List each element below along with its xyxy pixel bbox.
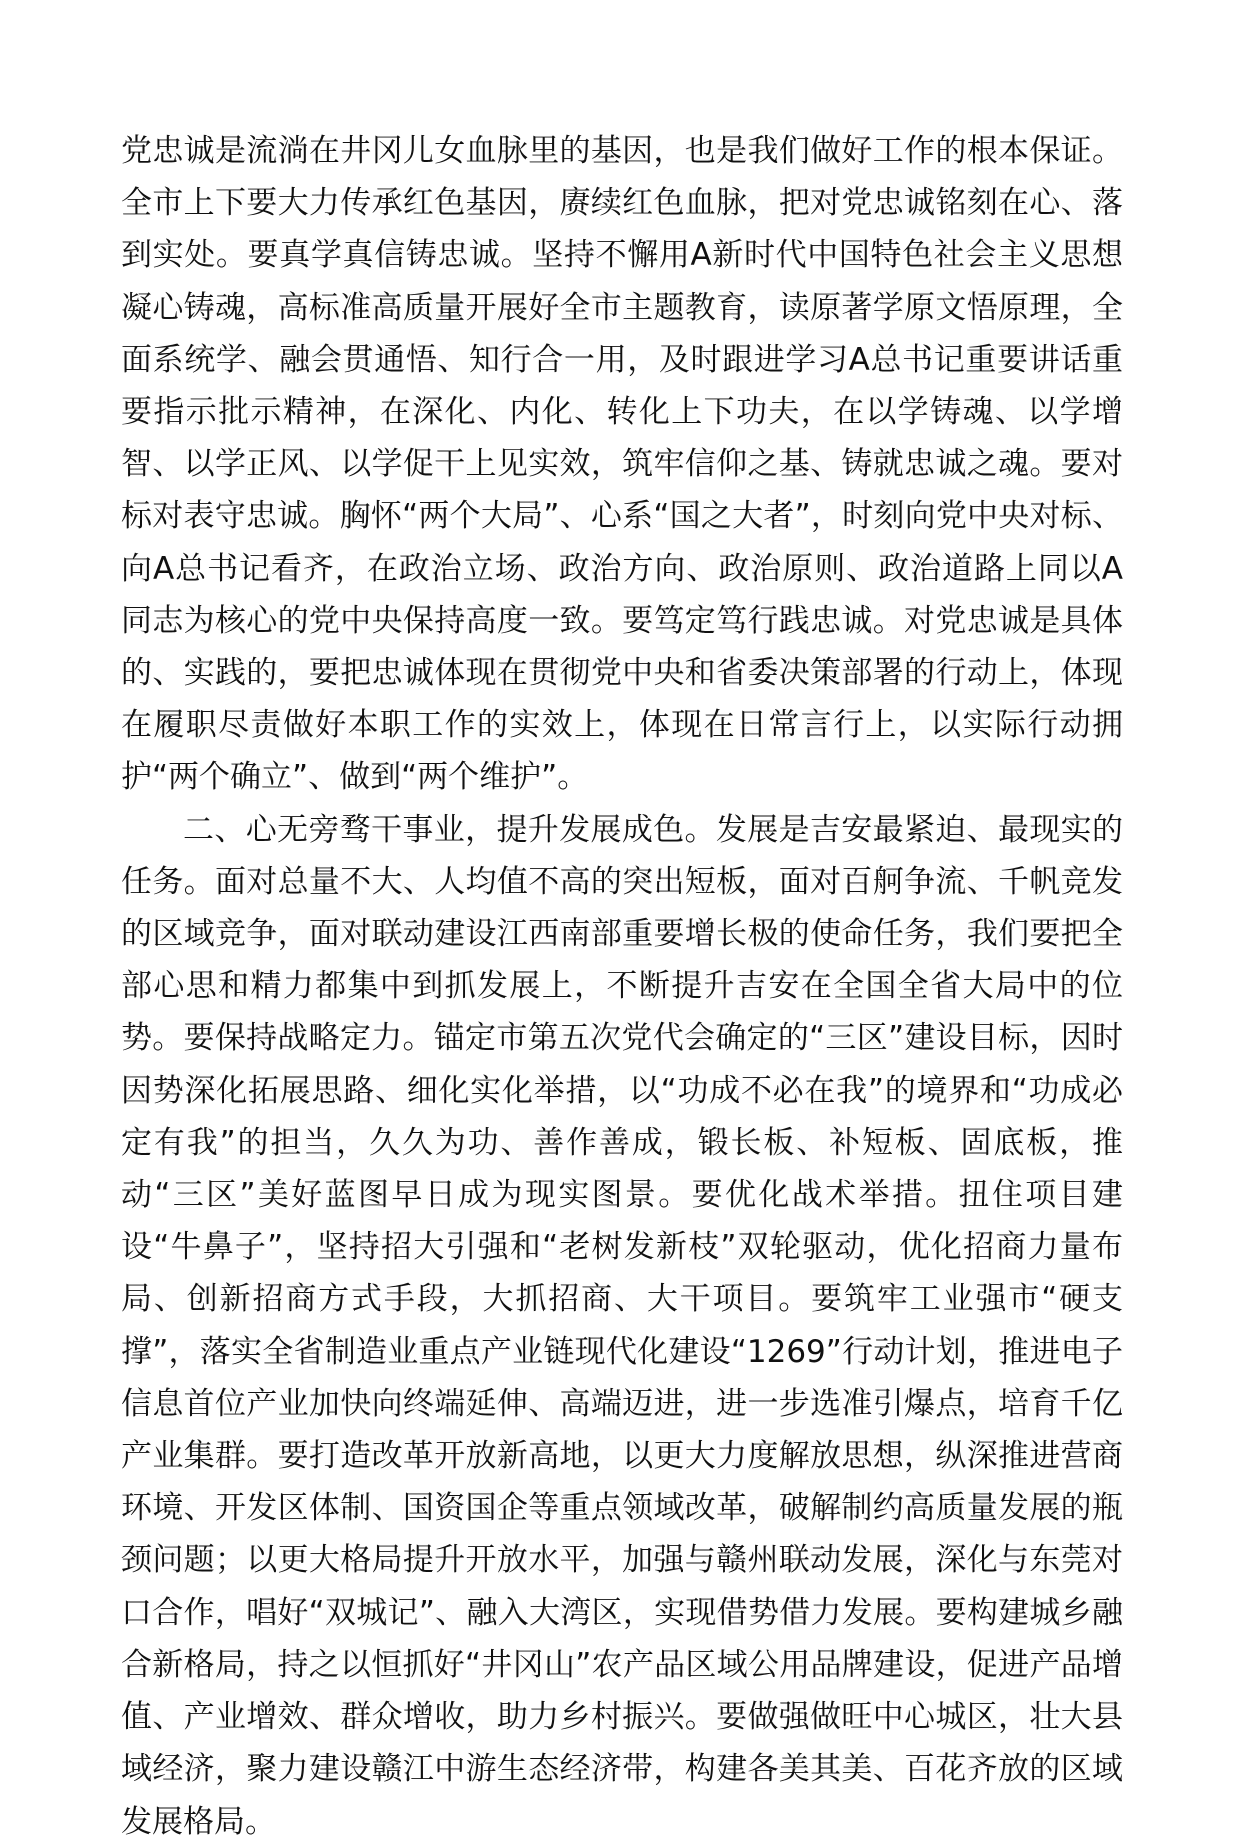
body-text [121,125,1123,1848]
paragraph-development [121,804,1123,1848]
paragraph-text: 发展是吉安最紧迫、最现实的任务。面对总量不大、人均值不高的突出短板，面对百舸争流、千帆竞发的区域竞争，面对联动建设江西南部重要增长极的使命任务，我们要把全部心思和精力都集中到抓发展上，不断提升吉安在全国全省大局中的位势。要保持战略定力。锚定市第五次党代会确定的“三区”建设目标，因时因势深化拓展思路、细化实化举措，以“功成不必在我”的境界和“功成必定有我”的担当，久久为功、善作善成，锻长板、补短板、固底板，推动“三区”美好蓝图早日成为现实图景。要优化战术举措。扭住项目建设“牛鼻子”，坚持招大引强和“老树发新枝”双轮驱动，优化招商力量布局、创新招商方式手段，大抓招商、大干项目。要筑牢工业强市“硬支撑”，落实全省制造业重点产业链现代化建设“1269”行动计划，推进电子信息首位产业加快向终端延伸、高端迈进，进一步选准引爆点，培育千亿产业集群。要打造改革开放新高地，以更大力度解放思想，纵深推进营商环境、开发区体制、国资国企等重点领域改革，破解制约高质量发展的瓶颈问题；以更大格局提升开放水平，加强与赣州联动发展，深化与东莞对口合作，唱好“双城记”、融入大湾区，实现借势借力发展。要构建城乡融合新格局，持之以恒抓好“井冈山”农产品区域公用品牌建设，促进产品增值、产业增效、群众增收，助力乡村振兴。要做强做旺中心城区，壮大县域经济，聚力建设赣江中游生态经济带，构建各美其美、百花齐放的区域发展格局。 [121,811,1124,1840]
paragraph-loyalty [121,125,1123,804]
section-heading: 二、心无旁骛干事业，提升发展成色。 [183,811,716,848]
paragraph-text: 党忠诚是流淌在井冈儿女血脉里的基因，也是我们做好工作的根本保证。全市上下要大力传承红色基因，赓续红色血脉，把对党忠诚铭刻在心、落到实处。要真学真信铸忠诚。坚持不懈用A新时代中国特色社会主义思想凝心铸魂，高标准高质量开展好全市主题教育，读原著学原文悟原理，全面系统学、融会贯通悟、知行合一用，及时跟进学习A总书记重要讲话重要指示批示精神，在深化、内化、转化上下功夫，在以学铸魂、以学增智、以学正风、以学促干上见实效，筑牢信仰之基、铸就忠诚之魂。要对标对表守忠诚。胸怀“两个大局”、心系“国之大者”，时刻向党中央对标、向A总书记看齐，在政治立场、政治方向、政治原则、政治道路上同以A同志为核心的党中央保持高度一致。要笃定笃行践忠诚。对党忠诚是具体的、实践的，要把忠诚体现在贯彻党中央和省委决策部署的行动上，体现在履职尽责做好本职工作的实效上，体现在日常言行上，以实际行动拥护“两个确立”、做到“两个维护”。 [121,133,1123,796]
